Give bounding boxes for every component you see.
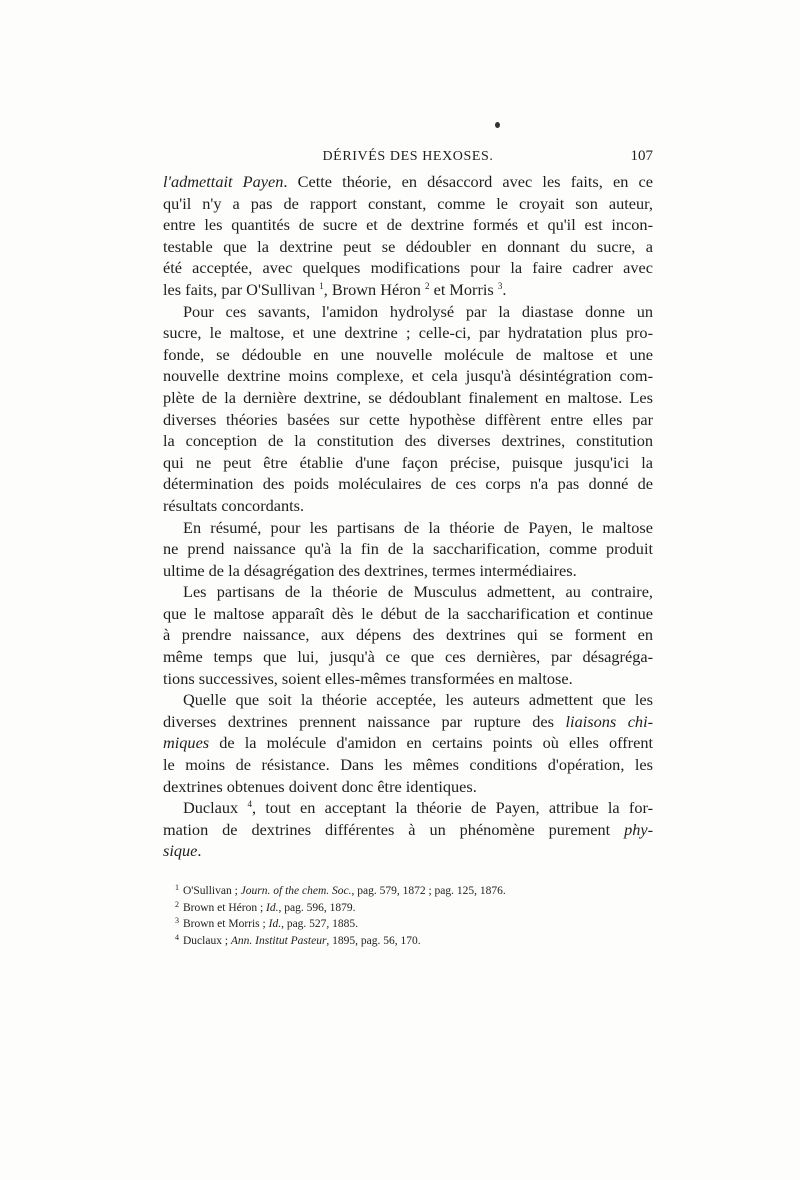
footnote	[175, 900, 655, 917]
text-run: tions successives, soient elles-mêmes transformées en maltose.	[163, 668, 573, 688]
text-run: entre les quantités de sucre et de dextrine formés et qu'il est incon-	[163, 215, 653, 235]
footnote-number: 3	[175, 916, 179, 926]
text-line	[163, 646, 653, 668]
text-run: même temps que lui, jusqu'à ce que ces dernières, par désagréga-	[163, 647, 653, 667]
text-line	[163, 236, 653, 258]
page-header	[163, 147, 653, 167]
text-run: à prendre naissance, aux dépens des dextrines qui se forment en	[163, 625, 653, 645]
text-run: testable que la dextrine peut se dédoubler en donnant du sucre, a	[163, 236, 653, 256]
text-line	[163, 452, 653, 474]
text-line	[163, 257, 653, 279]
footnotes	[175, 883, 655, 949]
italic-text: Id.	[266, 901, 279, 914]
text-line	[163, 365, 653, 387]
footnote-ref: 4	[247, 799, 252, 810]
text-run: détermination des poids moléculaires de ces corps n'a pas donné de	[163, 474, 653, 494]
text-line	[163, 754, 653, 776]
text-line	[163, 279, 653, 301]
running-head: DÉRIVÉS DES HEXOSES.	[322, 149, 494, 164]
text-run: ultime de la désagrégation des dextrines, termes intermédiaires.	[163, 560, 577, 580]
text-run: fonde, se dédouble en une nouvelle molécule de maltose et une	[163, 344, 653, 364]
text-run: O'Sullivan ;	[183, 885, 241, 897]
main-text	[163, 171, 653, 862]
text-line	[163, 322, 653, 344]
text-run: Quelle que soit la théorie acceptée, les auteurs admettent que les	[183, 690, 653, 710]
text-run: , Brown Héron	[323, 279, 426, 299]
text-line	[163, 711, 653, 733]
italic-text: l'admettait Payen	[163, 172, 284, 191]
text-line	[163, 171, 653, 193]
text-line	[163, 624, 653, 646]
text-run: .	[502, 279, 507, 299]
text-line	[163, 193, 653, 215]
text-line	[163, 603, 653, 625]
text-run: plète de la dernière dextrine, se dédoublant finalement en maltose. Les	[163, 387, 653, 407]
text-run: ne prend naissance qu'à la fin de la saccharification, comme produit	[163, 539, 653, 559]
italic-text: Id.	[268, 918, 282, 931]
italic-text: Ann. Institut Pasteur	[230, 934, 327, 947]
text-run: Les partisans de la théorie de Musculus admettent, au contraire,	[183, 582, 653, 602]
text-line	[163, 387, 653, 409]
footnote-ref: 3	[497, 280, 503, 291]
footnote	[175, 883, 655, 900]
text-line	[163, 689, 653, 711]
text-line	[163, 430, 653, 452]
text-line	[163, 473, 653, 495]
text-line	[163, 495, 653, 517]
text-run: . Cette théorie, en désaccord avec les faits, en ce	[283, 172, 653, 191]
text-run: nouvelle dextrine moins complexe, et cela jusqu'à désintégration com-	[163, 366, 653, 386]
text-run: , pag. 527, 1885.	[281, 918, 359, 931]
text-run: résultats concordants.	[163, 495, 305, 515]
text-run: .	[197, 841, 202, 861]
text-run: les faits, par O'Sullivan	[163, 279, 320, 299]
text-run: et Morris	[429, 279, 498, 299]
text-line	[163, 560, 653, 582]
text-run: dextrines obtenues doivent donc être identiques.	[163, 776, 477, 796]
text-line	[163, 301, 653, 323]
text-run: qu'il n'y a pas de rapport constant, comme le croyait son auteur,	[163, 193, 653, 213]
text-line	[163, 581, 653, 603]
printed-dot-mark	[495, 122, 500, 128]
text-run: mation de dextrines différentes à un phénomène purement	[163, 819, 625, 839]
text-run: le moins de résistance. Dans les mêmes conditions d'opération, les	[163, 755, 653, 775]
footnote-ref: 1	[319, 280, 324, 291]
text-line	[163, 732, 653, 754]
text-run: la conception de la constitution des diverses dextrines, constitution	[163, 431, 653, 451]
text-line	[163, 344, 653, 366]
footnote	[175, 916, 655, 933]
text-run: de la molécule d'amidon en certains points où elles offrent	[209, 733, 653, 753]
text-run: diverses dextrines prennent naissance par rupture des	[163, 711, 566, 731]
text-run: En résumé, pour les partisans de la théorie de Payen, le maltose	[183, 517, 653, 537]
italic-text: Journ. of the chem. Soc.	[240, 885, 352, 897]
text-run: été acceptée, avec quelques modifications pour la faire cadrer avec	[163, 258, 653, 278]
footnote	[175, 933, 655, 950]
text-line	[163, 776, 653, 798]
text-line	[163, 214, 653, 236]
italic-text: sique	[163, 841, 198, 861]
text-run: Brown et Héron ;	[183, 901, 267, 914]
text-run: sucre, le maltose, et une dextrine ; celle-ci, par hydratation plus pro-	[163, 323, 653, 343]
text-run: Pour ces savants, l'amidon hydrolysé par la diastase donne un	[183, 301, 653, 321]
text-run: Brown et Morris ;	[183, 918, 269, 931]
text-run: Duclaux	[183, 798, 248, 818]
text-line	[163, 819, 653, 841]
text-run: , pag. 579, 1872 ; pag. 125, 1876.	[351, 885, 506, 897]
italic-text: phy-	[624, 819, 653, 839]
text-run: diverses théories basées sur cette hypothèse diffèrent entre elles par	[163, 409, 653, 429]
text-run: , pag. 596, 1879.	[278, 901, 356, 914]
text-run: Duclaux ;	[183, 934, 231, 947]
footnote-ref: 2	[425, 280, 430, 291]
footnote-number: 4	[175, 932, 179, 942]
text-run: , 1895, pag. 56, 170.	[326, 934, 421, 947]
text-line	[163, 538, 653, 560]
page-number: 107	[630, 148, 653, 164]
text-line	[163, 409, 653, 431]
text-line	[163, 840, 653, 862]
italic-text: miques	[163, 733, 210, 753]
text-line	[163, 668, 653, 690]
text-run: , tout en acceptant la théorie de Payen, attribue la for-	[251, 798, 653, 818]
text-run: qui ne peut être établie d'une façon précise, puisque jusqu'ici la	[163, 452, 653, 472]
italic-text: liaisons chi-	[565, 711, 654, 731]
text-line	[163, 797, 653, 819]
footnote-number: 1	[175, 883, 179, 892]
text-run: que le maltose apparaît dès le début de la saccharification et continue	[163, 603, 653, 623]
text-line	[163, 517, 653, 539]
footnote-number: 2	[175, 899, 179, 909]
